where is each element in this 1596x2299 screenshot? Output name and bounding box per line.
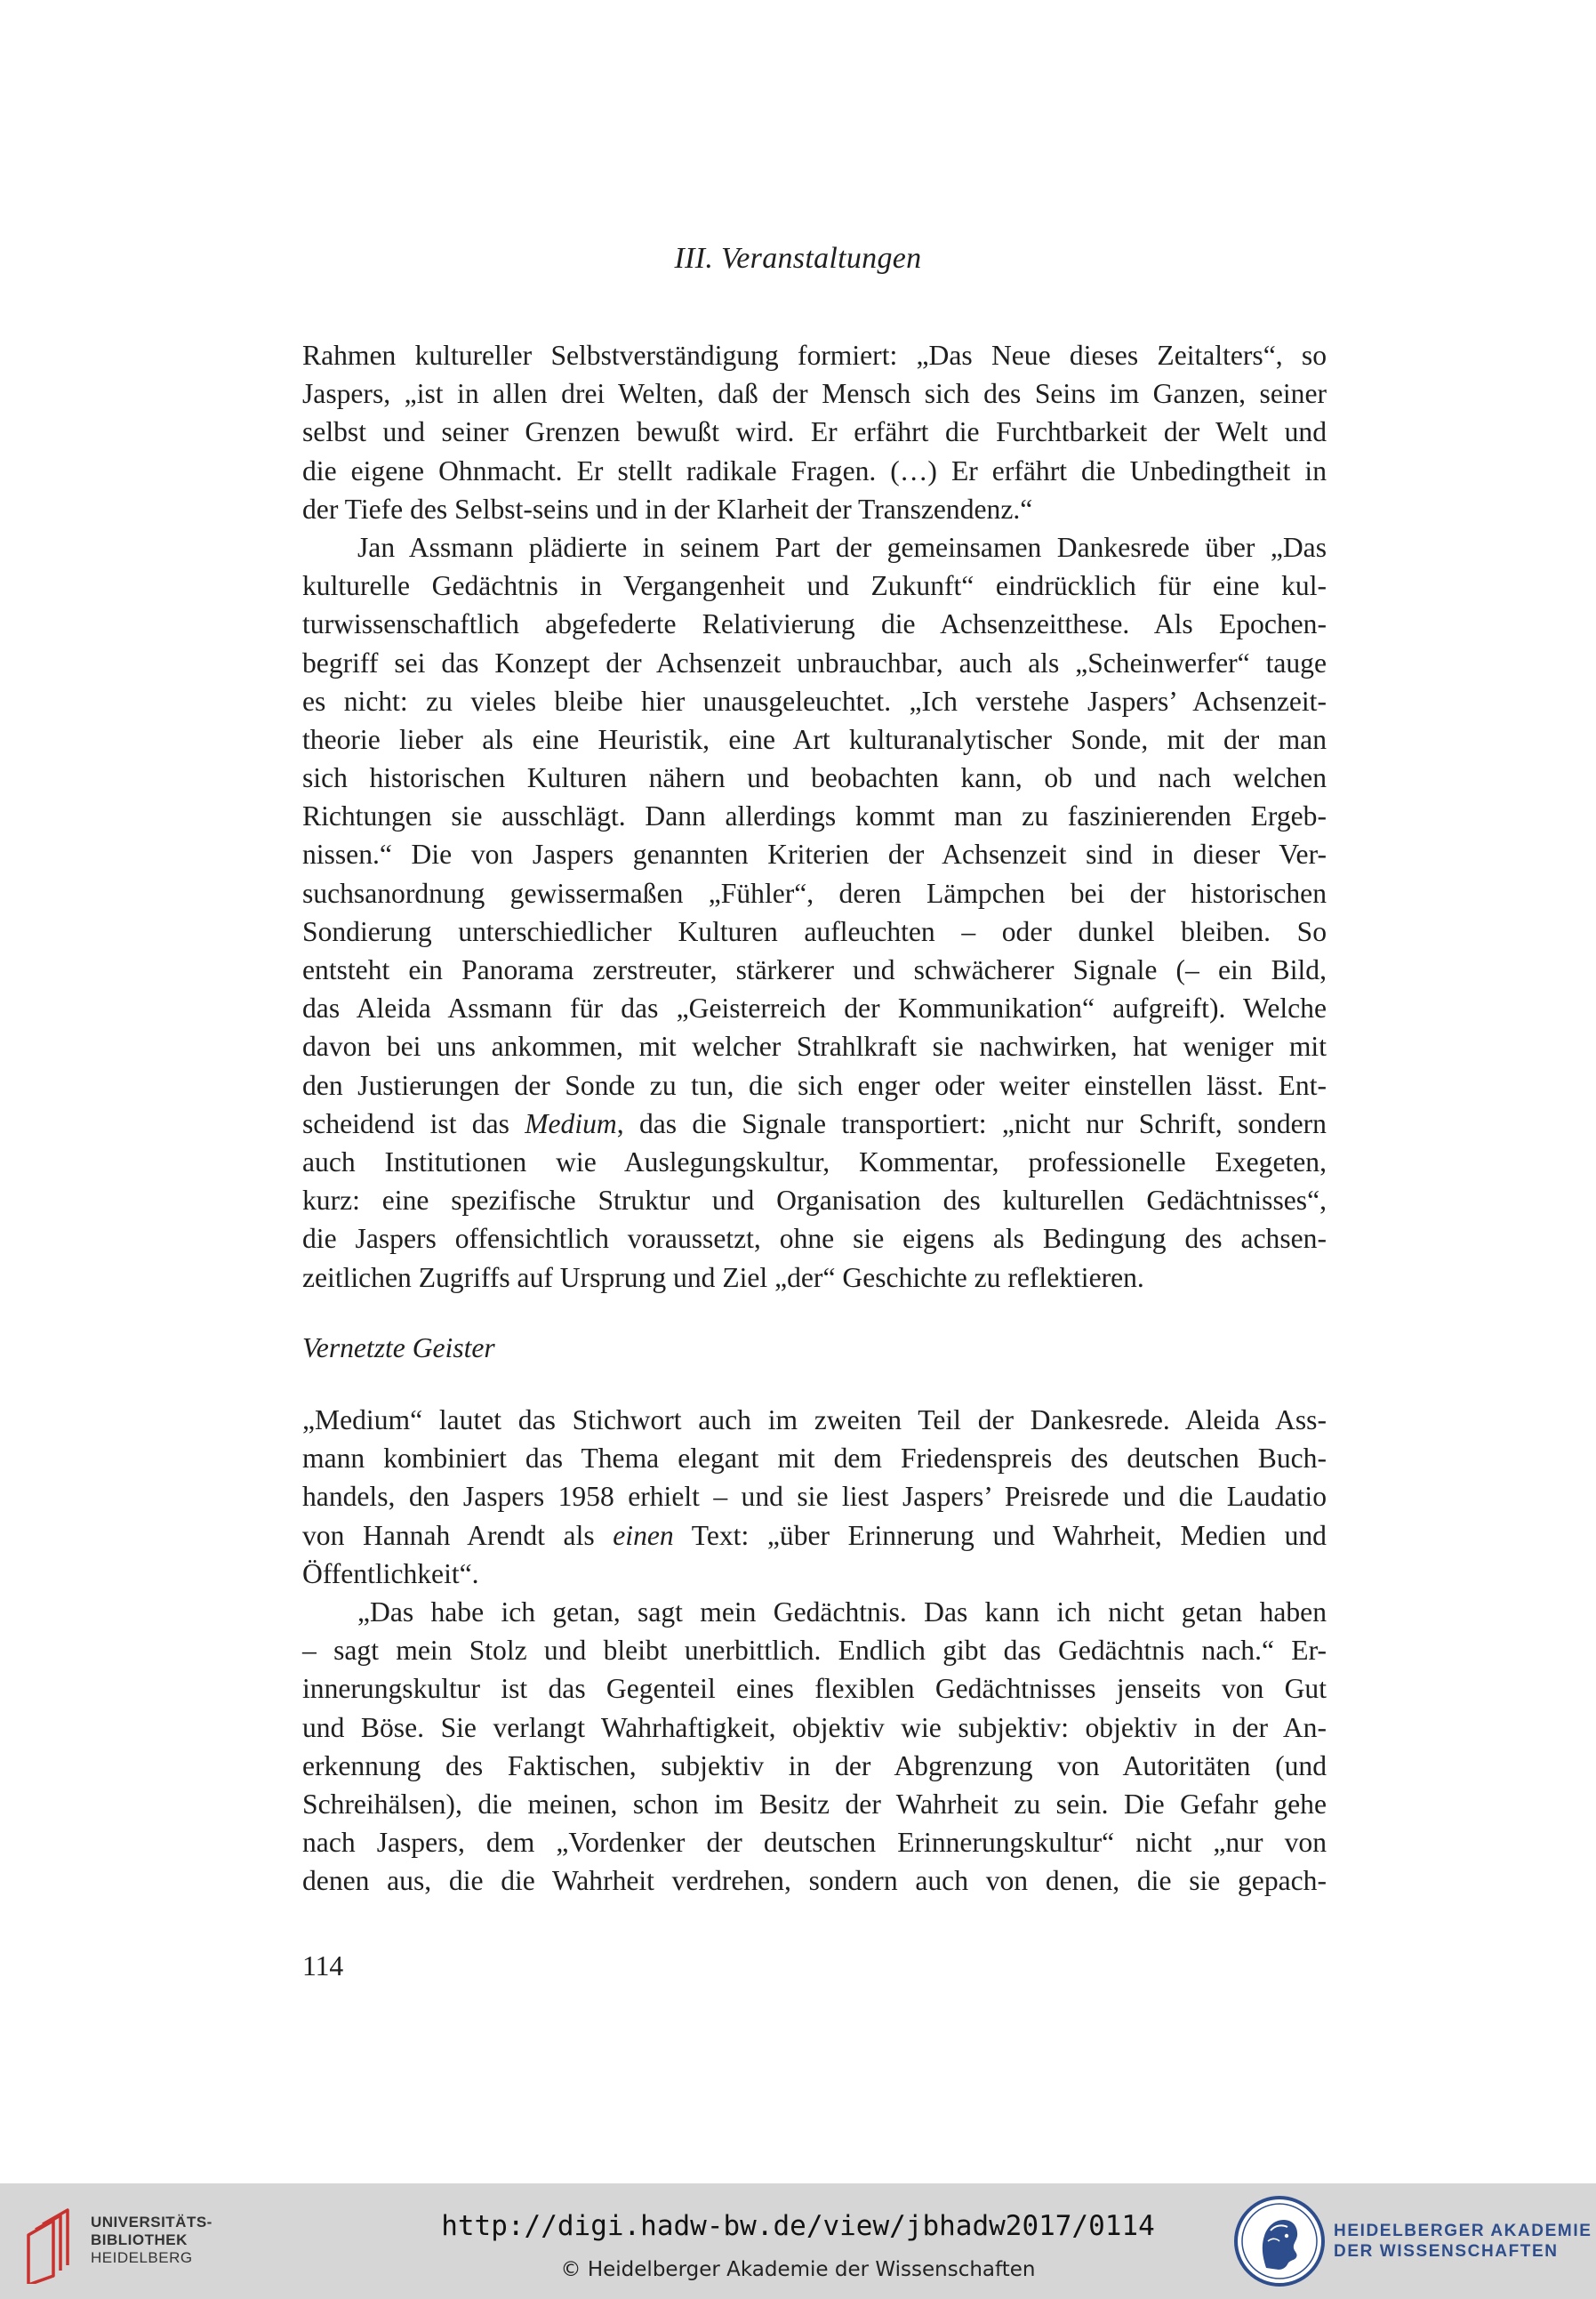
text-line: Sondierung unterschiedlicher Kulturen aufleuchten – oder dunkel bleiben. So — [302, 915, 1327, 947]
permalink-url[interactable]: http://digi.hadw-bw.de/view/jbhadw2017/0114 — [441, 2210, 1155, 2242]
text-line: – sagt mein Stolz und bleibt unerbittlich. Endlich gibt das Gedächtnis nach.“ Er- — [302, 1635, 1327, 1667]
text-line: es nicht: zu vieles bleibe hier unausgeleuchtet. „Ich verstehe Jaspers’ Achsenzeit- — [302, 685, 1327, 717]
text-line: begriff sei das Konzept der Achsenzeit unbrauchbar, auch als „Scheinwerfer“ tauge — [302, 647, 1327, 679]
text-line: innerungskultur ist das Gegenteil eines flexiblen Gedächtnisses jenseits von Gut — [302, 1673, 1327, 1705]
text-line: „Das habe ich getan, sagt mein Gedächtnis. Das kann ich nicht getan haben — [357, 1596, 1327, 1628]
text-line: selbst und seiner Grenzen bewußt wird. Er erfährt die Furchtbarkeit der Welt und — [302, 416, 1327, 448]
ub-line: UNIVERSITÄTS- — [91, 2214, 213, 2231]
academy-name — [1334, 2221, 1592, 2262]
text-line: sich historischen Kulturen nähern und beobachten kann, ob und nach welchen — [302, 762, 1327, 794]
text-line: nissen.“ Die von Jaspers genannten Kriterien der Achsenzeit sind in dieser Ver- — [302, 839, 1327, 871]
body-text-block-1 — [302, 336, 1327, 1297]
text-line: turwissenschaftlich abgefederte Relativierung die Achsenzeitthese. Als Epochen- — [302, 608, 1327, 640]
text-line: und Böse. Sie verlangt Wahrhaftigkeit, objektiv wie subjektiv: objektiv in der An- — [302, 1711, 1327, 1743]
text-line: Schreihälsen), die meinen, schon im Besitz der Wahrheit zu sein. Die Gefahr gehe — [302, 1788, 1327, 1820]
text-segment: scheidend ist das — [302, 1107, 525, 1139]
text-segment: , das die Signale transportiert: „nicht nur Schrift, sondern — [616, 1107, 1327, 1139]
text-line: Öffentlichkeit“. — [302, 1557, 479, 1589]
text-line: auch Institutionen wie Auslegungskultur, Kommentar, professionelle Exegeten, — [302, 1145, 1327, 1178]
body-text-block-2 — [302, 1401, 1327, 1900]
ub-line: BIBLIOTHEK — [91, 2231, 188, 2248]
emphasis-medium: Medium — [525, 1107, 617, 1139]
text-line: Rahmen kultureller Selbstverständigung formiert: „Das Neue dieses Zeitalters“, so — [302, 340, 1327, 371]
text-line: die Jaspers offensichtlich voraussetzt, ohne sie eigens als Bedingung des achsen- — [302, 1223, 1327, 1255]
text-line: mann kombiniert das Thema elegant mit dem Friedenspreis des deutschen Buch- — [302, 1443, 1327, 1475]
text-line: „Medium“ lautet das Stichwort auch im zweiten Teil der Dankesrede. Aleida Ass- — [302, 1404, 1327, 1435]
emphasis-einen: einen — [613, 1519, 674, 1551]
text-line: den Justierungen der Sonde zu tun, die sich enger oder weiter einstellen lässt. Ent- — [302, 1069, 1327, 1101]
copyright-notice: © Heidelberger Akademie der Wissenschaften — [560, 2258, 1036, 2281]
text-line: theorie lieber als eine Heuristik, eine Art kulturanalytischer Sonde, mit der man — [302, 723, 1327, 755]
text-segment: Text: „über Erinnerung und Wahrheit, Medien und — [673, 1519, 1327, 1551]
text-line: entsteht ein Panorama zerstreuter, stärkerer und schwächerer Signale (– ein Bild, — [302, 954, 1327, 985]
academy-seal-icon[interactable] — [1231, 2195, 1328, 2287]
running-head: III. Veranstaltungen — [674, 242, 922, 275]
text-line: der Tiefe des Selbst-seins und in der Klarheit der Transzendenz.“ — [302, 493, 1033, 525]
text-line: suchsanordnung gewissermaßen „Fühler“, deren Lämpchen bei der historischen — [302, 877, 1327, 909]
text-line: davon bei uns ankommen, mit welcher Strahlkraft sie nachwirken, hat weniger mit — [302, 1031, 1327, 1063]
text-line: denen aus, die die Wahrheit verdrehen, sondern auch von denen, die sie gepach- — [302, 1865, 1327, 1897]
footer-bar — [0, 2183, 1596, 2299]
text-line: handels, den Jaspers 1958 erhielt – und sie liest Jaspers’ Preisrede und die Laudatio — [302, 1481, 1327, 1513]
text-line — [302, 1516, 1327, 1555]
text-line: zeitlichen Zugriffs auf Ursprung und Ziel „der“ Geschichte zu reflektieren. — [302, 1261, 1144, 1293]
text-segment: von Hannah Arendt als — [302, 1519, 614, 1551]
academy-line: HEIDELBERGER AKADEMIE — [1334, 2222, 1592, 2240]
text-line: nach Jaspers, dem „Vordenker der deutschen Erinnerungskultur“ nicht „nur von — [302, 1827, 1327, 1859]
text-line: Richtungen sie ausschlägt. Dann allerdings kommt man zu faszinierenden Ergeb- — [302, 800, 1327, 832]
text-line: Jan Assmann plädierte in seinem Part der gemeinsamen Dankesrede über „Das — [357, 531, 1327, 563]
text-line: das Aleida Assmann für das „Geisterreich der Kommunikation“ aufgreift). Welche — [302, 993, 1327, 1025]
page-number: 114 — [302, 1950, 344, 1981]
text-line: Jaspers, „ist in allen drei Welten, daß der Mensch sich des Seins im Ganzen, seiner — [302, 378, 1327, 410]
ub-line: HEIDELBERG — [91, 2249, 193, 2266]
section-heading: Vernetzte Geister — [302, 1332, 495, 1363]
text-line: erkennung des Faktischen, subjektiv in der Abgrenzung von Autoritäten (und — [302, 1749, 1327, 1781]
academy-line: DER WISSENSCHAFTEN — [1334, 2242, 1559, 2261]
text-line: kurz: eine spezifische Struktur und Organisation des kulturellen Gedächtnisses“, — [302, 1185, 1327, 1217]
text-line: die eigene Ohnmacht. Er stellt radikale Fragen. (…) Er erfährt die Unbedingtheit in — [302, 454, 1327, 486]
text-line — [302, 1105, 1327, 1143]
text-line: kulturelle Gedächtnis in Vergangenheit und Zukunft“ eindrücklich für eine kul- — [302, 570, 1327, 602]
